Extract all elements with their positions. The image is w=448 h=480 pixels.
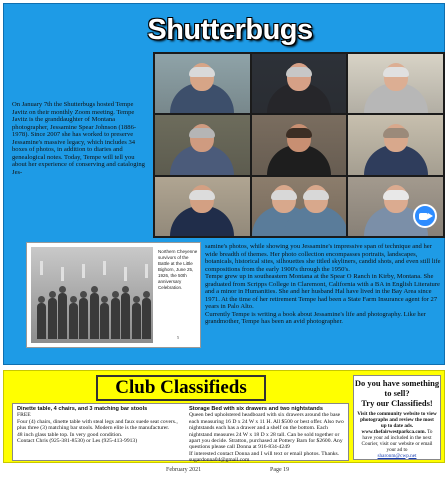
zoom-participant-tile (155, 177, 250, 236)
participant-hair (271, 190, 297, 200)
classifieds-panel (3, 370, 445, 463)
photo-number: 5 (177, 335, 179, 340)
historic-group-photo (31, 247, 153, 343)
photo-figure (48, 298, 57, 339)
participant-hair (383, 190, 409, 200)
participant-hair (189, 67, 215, 77)
participant-hair (189, 190, 215, 200)
participant-hair (383, 67, 409, 77)
promo-body (354, 411, 440, 459)
headdress-feather (82, 264, 85, 278)
photo-figure (58, 293, 67, 339)
photo-figure (121, 293, 130, 339)
footer-date: February 2021 (166, 467, 202, 473)
photo-figure (132, 303, 141, 339)
ad-heading: Dinette table, 4 chairs, and 3 matching bar stools (17, 406, 148, 412)
ad-heading: Storage Bed with six drawers and two nightstands (189, 406, 323, 412)
body-paragraph-1: samine's photos, while showing you Jessamine's impressive span of technique and her wide breadth of themes. Her photo collection encompasses portraits, landscapes, botanicals, historical sites, silhouettes she titled skyliners, candid shots, and even still life compositions from the early 1900's through the 1950's. (205, 243, 441, 273)
promo-website-text: Visit the community website to view photographs and review the most up to date ads. www.thefairwestparkca.com. (357, 410, 437, 435)
participant-hair (383, 128, 409, 138)
feature-article-panel (3, 3, 445, 365)
headdress-feather (103, 261, 106, 275)
headdress-feather (124, 267, 127, 281)
photo-figure (69, 303, 78, 339)
promo-instructions: To have your ad included in the next Courier, visit our website or email your ad to (361, 428, 433, 453)
classified-ads (12, 403, 349, 464)
participant-hair (286, 128, 312, 138)
zoom-participant-tile (348, 54, 443, 113)
ad-line: FREE (17, 412, 31, 419)
photo-caption: Northern Cheyenne survivors of the Battle at the Little Bighorn, June 25, 1926, the 50th anniversary Celebration. (158, 249, 198, 290)
intro-text: On January 7th the Shutterbugs hosted Tempe Javitz on their monthly Zoom meeting. Tempe Javitz is the granddaughter of Montana photographer, Jessamine Spear Johnson (1886-1978). Since 2007 she has worked to preserve Jessamine's massive legacy, which includes 34 boxes of photos, in addition to diaries and genealogical notes. Today, Tempe will tell you about her experience of conserving and cataloging Jes- (12, 101, 145, 176)
zoom-participant-tile (348, 177, 443, 236)
zoom-participant-tile (252, 115, 347, 174)
zoom-participant-tile (252, 54, 347, 113)
zoom-call-screenshot (153, 52, 445, 238)
body-paragraph-3: Currently Tempe is writing a book about Jessamine's life and photography. Like her grandmother, Tempe has been an avid photographer. (205, 310, 426, 325)
headdress-feather (61, 267, 64, 281)
participant-hair (189, 128, 215, 138)
promo-cta: Try our Classifieds! (361, 398, 433, 408)
zoom-participant-tile (155, 115, 250, 174)
article-title: Shutterbugs (122, 10, 338, 50)
classifieds-title: Club Classifieds (96, 375, 266, 401)
zoom-participant-tile (348, 115, 443, 174)
classifieds-promo-box (353, 375, 441, 460)
photo-figure (111, 298, 120, 339)
ad-line: Queen bed upholstered headboard with six drawers around the base each measuring 16 D x 24 W x 11 H. All $500 or best offer. Also two nightstands each has a drawer and a shelf on the bottom. Each nightstand measures 24 W x 18 D x 28 tall. Can be sold together or apart you decide. Stratton, purchased at Pottery Barn for $2600. Any questions please call Donna at 916-834-4249 (189, 412, 344, 451)
headdress-feather (40, 261, 43, 275)
promo-email-link[interactable]: sharonm@cwp.net (377, 452, 417, 459)
zoom-participant-tile (155, 54, 250, 113)
photo-figure (100, 303, 109, 339)
ad-contact: Contact Chris (925-381-8530) or Les (925-413-9913) (17, 438, 138, 445)
body-paragraph-2: Tempe grew up in southeastern Montana at the Spear O Ranch in Kirby, Montana. She graduated from Scripps College in Claremont, California with a BA in English Literature and a minor in Humanities. She and her husband Hal have lived in the Bay Area since 1971. At the time of her retirement Tempe had been a State Farm Insurance agent for 27 years in Palo Alto. (205, 273, 440, 310)
ad-line: 48 inch glass table top. In very good condition. (17, 431, 123, 438)
photo-figure (37, 303, 46, 339)
article-body (205, 243, 443, 326)
ad-contact: If interested contact Donna and I will text or email photos. Thanks. sugardonna04@gmail.com (189, 450, 340, 464)
photo-figure (90, 293, 99, 339)
photo-figure (79, 298, 88, 339)
promo-question: Do you have something to sell? (354, 378, 440, 398)
headdress-feather (145, 264, 148, 278)
historic-photo-frame (26, 242, 201, 348)
intro-paragraph (12, 101, 150, 176)
participant-hair (286, 67, 312, 77)
zoom-logo-icon (413, 204, 437, 228)
ad-storage-bed (189, 406, 347, 464)
ad-line: Four (4) chairs, dinette table with steal legs and faux suede seat covers., plus three (3) matching bar stools. Modern elite is the manufacturer. (17, 418, 178, 432)
ad-dinette (17, 406, 185, 444)
photo-figure (142, 298, 151, 339)
footer-page-number: Page 19 (270, 467, 290, 473)
participant-hair (303, 190, 329, 200)
zoom-participant-tile (252, 177, 347, 236)
